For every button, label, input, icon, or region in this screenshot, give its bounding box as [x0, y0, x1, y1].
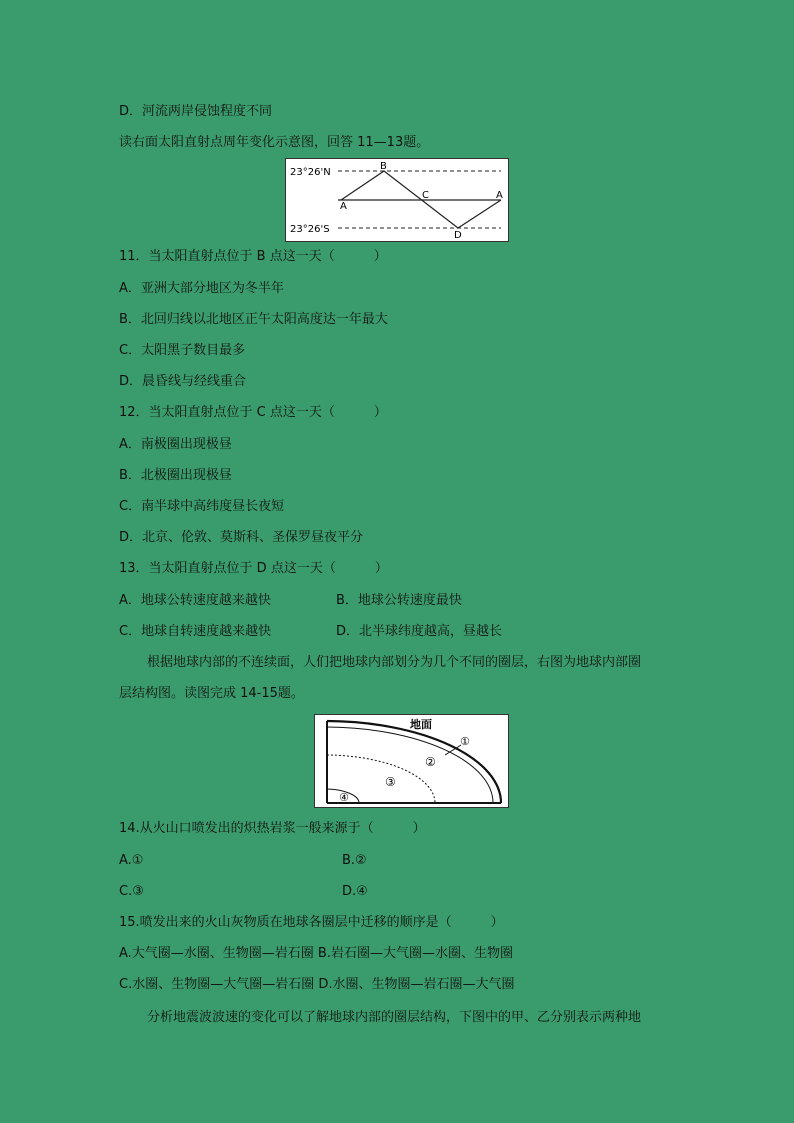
intro-earth-layers-1: 根据地球内部的不连续面，人们把地球内部划分为几个不同的圈层，右图为地球内部圈: [147, 655, 642, 670]
q11-option-d: D．晨昏线与经线重合: [119, 374, 247, 389]
point-c-label: C: [422, 190, 429, 201]
point-d-label: D: [454, 230, 462, 241]
sun-direct-point-diagram: [285, 158, 509, 242]
surface-label: 地面: [410, 718, 432, 731]
earth-layers-svg: [315, 715, 508, 807]
layer1-label: ①: [460, 735, 470, 748]
q13-option-a: A．地球公转速度越来越快: [119, 593, 271, 608]
q13-option-b: B．地球公转速度最快: [336, 593, 462, 608]
q15-options-cd: C.水圈、生物圈—大气圈—岩石圈 D.水圈、生物圈—岩石圈—大气圈: [119, 977, 515, 992]
q14-option-b: B.②: [342, 853, 367, 868]
q14-option-c: C.③: [119, 884, 144, 899]
q11-option-c: C．太阳黑子数目最多: [119, 343, 246, 358]
q11-option-b: B．北回归线以北地区正午太阳高度达一年最大: [119, 312, 388, 327]
question-15: 15.喷发出来的火山灰物质在地球各圈层中迁移的顺序是（ ）: [119, 915, 504, 930]
point-a-left-label: A: [340, 201, 347, 212]
intro-sun-direct-point: 读右面太阳直射点周年变化示意图，回答 11—13题。: [119, 135, 430, 150]
q11-option-a: A．亚洲大部分地区为冬半年: [119, 281, 284, 296]
question-11: 11．当太阳直射点位于 B 点这一天（ ）: [119, 249, 387, 264]
q15-options-ab: A.大气圈—水圈、生物圈—岩石圈 B.岩石圈—大气圈—水圈、生物圈: [119, 946, 513, 961]
q12-option-d: D．北京、伦敦、莫斯科、圣保罗昼夜平分: [119, 530, 364, 545]
q13-option-d: D．北半球纬度越高，昼越长: [336, 624, 503, 639]
option-d-previous: D．河流两岸侵蚀程度不同: [119, 104, 273, 119]
north-tropic-label: 23°26'N: [290, 167, 331, 178]
question-14: 14.从火山口喷发出的炽热岩浆一般来源于（ ）: [119, 821, 426, 836]
q14-option-a: A.①: [119, 853, 144, 868]
layer2-label: ②: [425, 755, 436, 769]
question-12: 12．当太阳直射点位于 C 点这一天（ ）: [119, 405, 387, 420]
q14-option-d: D.④: [342, 884, 368, 899]
intro-seismic-waves: 分析地震波波速的变化可以了解地球内部的圈层结构，下图中的甲、乙分别表示两种地: [147, 1010, 642, 1025]
layer4-label: ④: [339, 791, 349, 804]
q12-option-b: B．北极圈出现极昼: [119, 468, 232, 483]
q13-option-c: C．地球自转速度越来越快: [119, 624, 272, 639]
south-tropic-label: 23°26'S: [290, 224, 330, 235]
earth-layers-diagram: [314, 714, 509, 808]
surface-arc: [327, 721, 501, 803]
layer3-label: ③: [385, 775, 396, 789]
point-a-right-label: A: [496, 190, 503, 201]
point-b-label: B: [380, 161, 387, 172]
q12-option-c: C．南半球中高纬度昼长夜短: [119, 499, 285, 514]
question-13: 13．当太阳直射点位于 D 点这一天（ ）: [119, 561, 388, 576]
intro-earth-layers-2: 层结构图。读图完成 14-15题。: [119, 686, 304, 701]
sun-direct-point-svg: [286, 159, 508, 241]
q12-option-a: A．南极圈出现极昼: [119, 437, 232, 452]
